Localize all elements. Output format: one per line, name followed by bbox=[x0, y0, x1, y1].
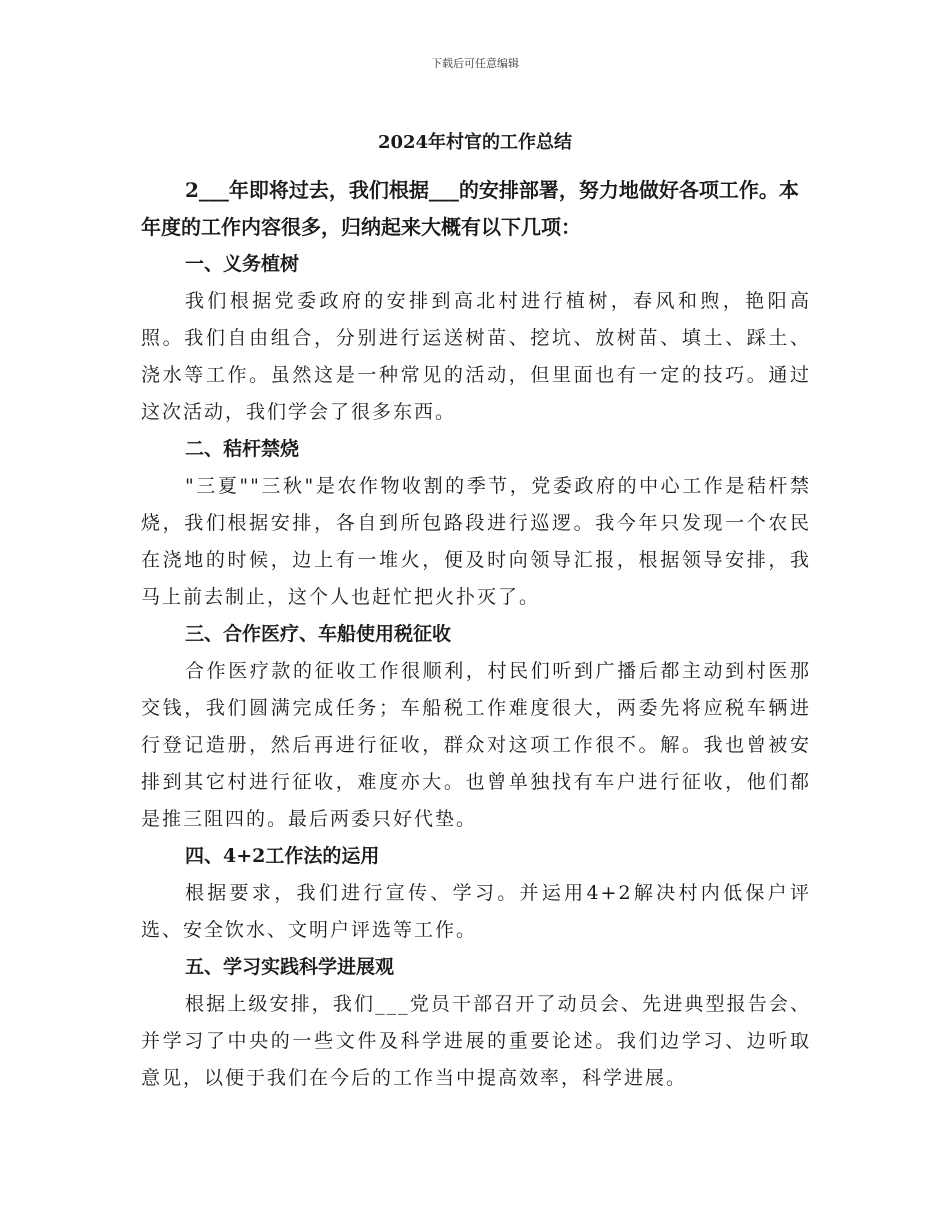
document-body bbox=[141, 172, 811, 1097]
section-body-4: 根据要求，我们进行宣传、学习。并运用4+2解决村内低保户评选、安全饮水、文明户评选等工作。 bbox=[141, 882, 811, 941]
section-heading-3: 三、合作医疗、车船使用税征收 bbox=[185, 623, 452, 645]
section-body-3: 合作医疗款的征收工作很顺利，村民们听到广播后都主动到村医那交钱，我们圆满完成任务；车船税工作难度很大，两委先将应税车辆进行登记造册，然后再进行征收，群众对这项工作很不。解。我也曾被安排到其它村进行征收，难度亦大。也曾单独找有车户进行征收，他们都是推三阻四的。最后两委只好代垫。 bbox=[141, 660, 811, 830]
document-title: 2024年村官的工作总结 bbox=[377, 132, 573, 153]
section-heading-1: 一、义务植树 bbox=[185, 253, 300, 275]
intro-paragraph: 2___年即将过去，我们根据___的安排部署，努力地做好各项工作。本年度的工作内容很多，归纳起来大概有以下几项： bbox=[141, 178, 799, 239]
section-body-5: 根据上级安排，我们___党员干部召开了动员会、先进典型报告会、并学习了中央的一些文件及科学进展的重要论述。我们边学习、边听取意见，以便于我们在今后的工作当中提高效率，科学进展。 bbox=[141, 993, 811, 1089]
section-heading-4: 四、4+2工作法的运用 bbox=[185, 845, 380, 867]
section-heading-2: 二、秸杆禁烧 bbox=[185, 438, 300, 460]
section-heading-5: 五、学习实践科学进展观 bbox=[185, 956, 395, 978]
section-body-2: "三夏""三秋"是农作物收割的季节，党委政府的中心工作是秸杆禁烧，我们根据安排，各自到所包路段进行巡逻。我今年只发现一个农民在浇地的时候，边上有一堆火，便及时向领导汇报，根据领导安排，我马上前去制止，这个人也赶忙把火扑灭了。 bbox=[141, 475, 811, 608]
section-body-1: 我们根据党委政府的安排到高北村进行植树，春风和煦，艳阳高照。我们自由组合，分别进行运送树苗、挖坑、放树苗、填土、踩土、浇水等工作。虽然这是一种常见的活动，但里面也有一定的技巧。通过这次活动，我们学会了很多东西。 bbox=[141, 290, 811, 423]
page-header-note: 下载后可任意编辑 bbox=[431, 57, 519, 70]
